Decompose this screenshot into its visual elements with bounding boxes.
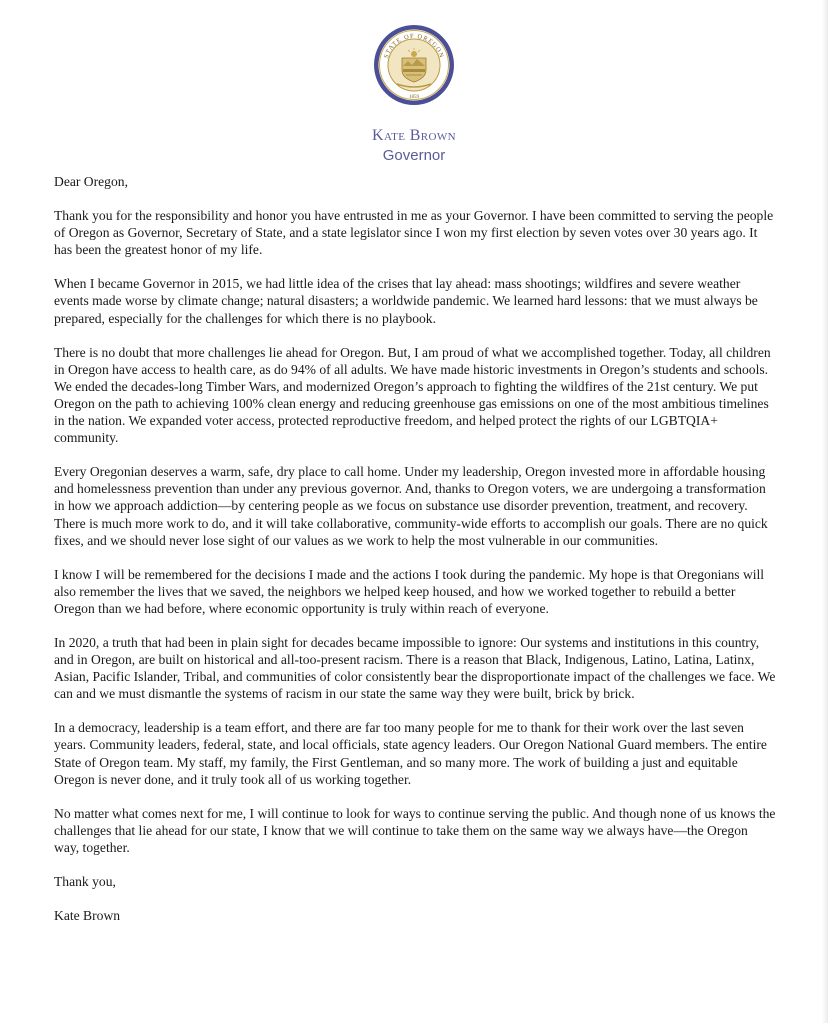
letterhead [0, 24, 828, 166]
seal-ring-text: STATE OF OREGON [382, 32, 446, 60]
governor-name: Kate Brown [372, 127, 456, 144]
salutation: Dear Oregon, [54, 174, 128, 189]
paragraph: I know I will be remembered for the decisions I made and the actions I took during the pandemic. My hope is that Oregonians will also remember the lives that we saved, the neighbors we helped keep housed, and how we worked together to rebuild a better Oregon than we had before, where economic opportunity is truly within reach of everyone. [54, 566, 765, 616]
paragraph: When I became Governor in 2015, we had little idea of the crises that lay ahead: mass shootings; wildfires and severe weather events made worse by climate change; natural disasters; a worldwide pandemic. We learned hard lessons: that we must always be prepared, especially for the challenges for which there is no playbook. [54, 276, 758, 326]
paragraph: In a democracy, leadership is a team effort, and there are far too many people for me to thank for their work over the last seven years. Community leaders, federal, state, and local officials, state agency leaders. Our Oregon National Guard members. The entire State of Oregon team. My staff, my family, the First Gentleman, and so many more. The work of building a just and equitable Oregon is never done, and it truly took all of us working together. [54, 720, 767, 787]
paragraph: There is no doubt that more challenges lie ahead for Oregon. But, I am proud of what we accomplished together. Today, all children in Oregon have access to health care, as do 94% of all adults. We have made historic investments in Oregon’s students and schools. We ended the decades-long Timber Wars, and modernized Oregon’s approach to fighting the wildfires of the 21st century. We put Oregon on the path to achieving 100% clean energy and reducing greenhouse gas emissions on one of the most ambitious timelines in the nation. We expanded voter access, protected reproductive freedom, and helped protect the rights of our LGBTQIA+ community. [54, 344, 771, 446]
letter-body [54, 173, 776, 924]
closing: Thank you, [54, 874, 116, 889]
paragraph: Every Oregonian deserves a warm, safe, dry place to call home. Under my leadership, Oregon invested more in affordable housing and homelessness prevention than under any previous governor. And, thanks to Oregon voters, we are undergoing a transformation in how we approach addiction—by centering people as we focus on substance use disorder prevention, treatment, and recovery. There is much more work to do, and it will take collaborative, community-wide efforts to accomplish our goals. There are no quick fixes, and we should never lose sight of our values as we work to help the most vulnerable in our communities. [54, 464, 768, 548]
governor-title: Governor [382, 147, 446, 164]
paragraph: In 2020, a truth that had been in plain sight for decades became impossible to ignore: Our systems and institutions in this country, and in Oregon, are built on historical and all-too-present racism. There is a reason that Black, Indigenous, Latino, Latina, Latinx, Asian, Pacific Islander, Tribal, and communities of color consistently bear the disproportionate impact of the challenges we face. We can and we must dismantle the systems of racism in our state the same way they were built, brick by brick. [54, 634, 776, 702]
signature: Kate Brown [54, 908, 121, 924]
state-of-oregon-seal-icon [373, 24, 455, 106]
paragraph: Thank you for the responsibility and honor you have entrusted in me as your Governor. I have been committed to serving the people of Oregon as Governor, Secretary of State, and a state legislator since I won my first election by seven votes over 30 years ago. It has been the greatest honor of my life. [54, 208, 774, 258]
paragraph: No matter what comes next for me, I will continue to look for ways to continue serving the public. And though none of us knows the challenges that lie ahead for our state, I know that we will continue to take them on the same way we always have—the Oregon way, together. [54, 805, 776, 855]
seal-year-text: 1859 [409, 95, 419, 100]
